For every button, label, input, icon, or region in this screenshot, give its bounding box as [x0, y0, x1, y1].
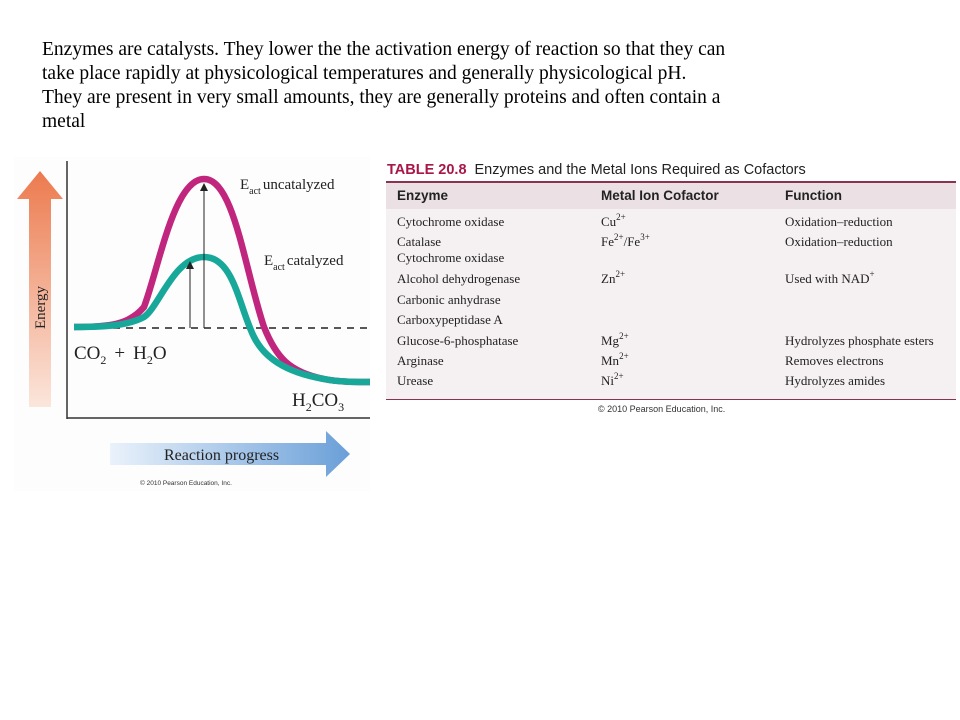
cell-ion — [601, 214, 626, 230]
cell-enzyme: Carboxypeptidase A — [397, 312, 503, 327]
catalyzed-label — [264, 253, 344, 273]
cell-enzyme: Glucose-6-phosphatase — [397, 333, 519, 348]
reactant-plus: + — [114, 343, 126, 364]
ion-symbol: Ni — [601, 373, 614, 388]
ion-symbol: Cu — [601, 214, 617, 229]
table-row — [386, 351, 956, 371]
reactant-o: O — [152, 343, 167, 364]
cell-function: Removes electrons — [785, 353, 884, 368]
table-bottom-rule — [386, 399, 956, 400]
cofactor-table — [384, 160, 960, 422]
cell-enzyme: Carbonic anhydrase — [397, 292, 501, 307]
product-h-sub: 2 — [305, 400, 312, 414]
uncatalyzed-label-sub: act — [249, 186, 261, 197]
reactant-co-sub: 2 — [100, 353, 107, 367]
cell-function: Oxidation–reduction — [785, 214, 893, 229]
table-title-text: Enzymes and the Metal Ions Required as Cofactors — [474, 162, 806, 178]
ion-charge: 2+ — [614, 371, 624, 381]
table-header — [386, 181, 956, 209]
cell-ion — [601, 353, 629, 369]
cell-enzyme: Alcohol dehydrogenase — [397, 271, 521, 286]
ion-symbol: Mn — [601, 353, 620, 368]
cell-ion — [601, 271, 625, 287]
energy-axis-label: Energy — [33, 285, 49, 329]
ion-charge-2: 3+ — [640, 232, 650, 242]
table-row — [386, 248, 956, 268]
catalyzed-label-text: catalyzed — [286, 253, 344, 269]
table-row — [386, 310, 956, 330]
table-row — [386, 331, 956, 351]
slide-text-line-1: Enzymes are catalysts. They lower the the activation energy of reaction so that they can — [42, 39, 726, 60]
reactant-co: CO — [74, 343, 101, 364]
header-enzyme: Enzyme — [397, 188, 449, 203]
table-body — [386, 209, 956, 399]
diagram-copyright: © 2010 Pearson Education, Inc. — [140, 480, 232, 487]
cell-enzyme: Cytochrome oxidase — [397, 250, 505, 265]
catalyzed-label-sub: act — [273, 262, 285, 273]
ion-symbol-2: /Fe — [623, 234, 641, 249]
ion-symbol: Mg — [601, 333, 620, 348]
table-copyright: © 2010 Pearson Education, Inc. — [598, 404, 726, 414]
cell-enzyme: Urease — [397, 373, 434, 388]
ion-charge: 2+ — [614, 232, 624, 242]
cell-ion — [601, 373, 624, 389]
table-number: TABLE 20.8 — [387, 162, 467, 178]
energy-diagram — [14, 157, 370, 491]
ion-symbol: Fe — [601, 234, 614, 249]
cell-function: Hydrolyzes phosphate esters — [785, 333, 934, 348]
cell-function: Oxidation–reduction — [785, 234, 893, 249]
table-row — [386, 212, 956, 232]
function-superscript: + — [869, 269, 875, 279]
cell-ion — [601, 333, 629, 349]
cell-function — [785, 271, 875, 287]
energy-diagram-svg — [14, 157, 370, 491]
slide-text-line-2: take place rapidly at physicological temperatures and generally physicological pH. — [42, 63, 687, 84]
product-co-sub: 3 — [338, 400, 345, 414]
header-function: Function — [785, 188, 842, 203]
reactant-h-sub: 2 — [146, 353, 153, 367]
progress-axis-label: Reaction progress — [164, 447, 280, 464]
ion-charge: 2+ — [616, 212, 626, 222]
product-h: H — [292, 390, 306, 411]
catalyzed-label-e: E — [264, 253, 274, 269]
uncatalyzed-label-e: E — [240, 177, 250, 193]
slide-text-line-4: metal — [42, 111, 86, 132]
function-text: Used with NAD — [785, 271, 870, 286]
ion-charge: 2+ — [615, 269, 626, 279]
cell-enzyme: Catalase — [397, 234, 442, 249]
slide-text-line-3: They are present in very small amounts, they are generally proteins and often contain a — [42, 87, 721, 108]
product-co: CO — [311, 390, 339, 411]
table-title — [387, 162, 806, 178]
table-row — [386, 371, 956, 391]
cell-function: Hydrolyzes amides — [785, 373, 886, 388]
table-row — [386, 269, 956, 289]
cell-enzyme: Cytochrome oxidase — [397, 214, 505, 229]
uncatalyzed-label — [240, 177, 335, 197]
cell-enzyme: Arginase — [397, 353, 444, 368]
table-row — [386, 290, 956, 310]
ion-charge: 2+ — [619, 331, 629, 341]
ion-symbol: Zn — [601, 271, 616, 286]
ion-charge: 2+ — [619, 351, 629, 361]
header-metal-ion: Metal Ion Cofactor — [601, 188, 719, 203]
uncatalyzed-label-text: uncatalyzed — [262, 177, 335, 193]
slide-text — [42, 38, 922, 134]
reactant-h: H — [133, 343, 147, 364]
reactants-label — [74, 343, 167, 367]
product-label — [292, 390, 344, 414]
